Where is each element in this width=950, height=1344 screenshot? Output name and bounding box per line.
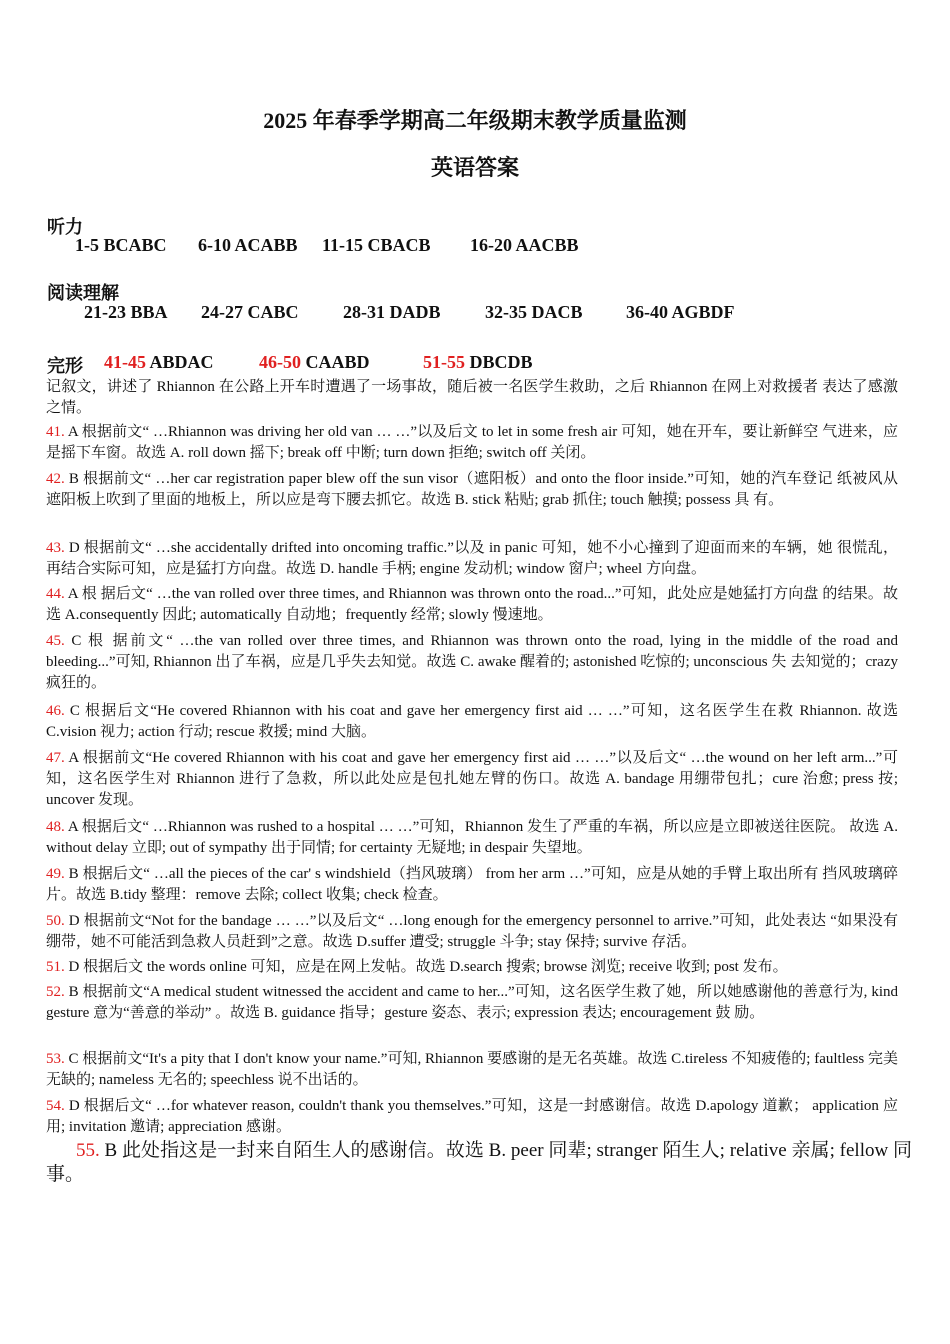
answer-group: 28-31 DADB — [343, 302, 441, 322]
answer-group: 32-35 DACB — [485, 302, 583, 322]
page-title: 2025 年春季学期高二年级期末教学质量监测 — [263, 108, 687, 133]
listening-heading: 听力 — [47, 217, 83, 237]
item-text: B 根据前文“ …her car registration paper blew off the sun visor（遮阳板）and onto the floor inside.”可知，她的汽车登记 纸被风从遮阳板上吹到了里面的地板上，所以应是弯下腰去抓它。故选 B. stick 粘贴; grab 抓住; touch 触摸; possess 具 有。 — [46, 471, 898, 508]
answer-range: 41-45 — [104, 352, 146, 372]
item-text: A 根据前文“ …Rhiannon was driving her old van … …”以及后文 to let in some fresh air 可知，她在开车，要让新鲜空 气进来，应是摇下车窗。故选 A. roll down 摇下; break off 中断; turn down 拒绝; switch off 关闭。 — [46, 424, 898, 461]
item-text: A 根据前文“He covered Rhiannon with his coat and gave her emergency first aid … …”以及后文“ …the wound on her left arm...”可知，这名医学生对 Rhiannon 进行了急救，所以此处应是包扎她左臂的伤口。故选 A. bandage 用绷带包扎；cure 治愈; press 按; uncover 发现。 — [46, 750, 898, 808]
item-text: A 根据后文“ …Rhiannon was rushed to a hospital … …”可知，Rhiannon 发生了严重的车祸，所以应是立即被送往医院。 故选 A. without delay 立即; out of sympathy 出于同情; for certainty 无疑地; in despair 失望地。 — [46, 819, 898, 856]
item-number: 41. — [46, 424, 65, 440]
explanation-44 — [46, 584, 898, 626]
explanation-55 — [46, 1139, 912, 1187]
answer-group: 21-23 BBA — [84, 302, 168, 322]
item-text: C 根据后文“He covered Rhiannon with his coat and gave her emergency first aid … …”可知，这名医学生在救 Rhiannon. 故选 C.vision 视力; action 行动; rescue 救援; mind 大脑。 — [46, 703, 898, 740]
item-number: 47. — [46, 750, 65, 766]
item-number: 42. — [46, 471, 65, 487]
item-text: B 此处指这是一封来自陌生人的感谢信。故选 B. peer 同辈; stranger 陌生人; relative 亲属; fellow 同事。 — [46, 1140, 912, 1185]
answer-letters: CAABD — [305, 352, 370, 372]
reading-heading: 阅读理解 — [47, 283, 119, 303]
answer-group: 6-10 ACABB — [198, 235, 298, 255]
explanation-50 — [46, 911, 898, 953]
item-number: 46. — [46, 703, 65, 719]
item-text: D 根据后文 the words online 可知，应是在网上发帖。故选 D.search 搜索; browse 浏览; receive 收到; post 发布。 — [64, 959, 788, 975]
explanation-47 — [46, 748, 898, 811]
item-number: 45. — [46, 633, 65, 649]
answer-range: 51-55 — [423, 352, 465, 372]
item-text: B 根据后文“ …all the pieces of the car' s windshield（挡风玻璃） from her arm …”可知，应是从她的手臂上取出所有 挡风玻璃碎片。故选 B.tidy 整理：remove 去除; collect 收集; check 检查。 — [46, 866, 898, 903]
item-number: 53. — [46, 1051, 65, 1067]
answer-group: 24-27 CABC — [201, 302, 299, 322]
explanation-51 — [46, 957, 898, 978]
explanation-52 — [46, 982, 898, 1024]
item-text: D 根据后文“ …for whatever reason, couldn't thank you themselves.”可知，这是一封感谢信。故选 D.apology 道歉； application 应用; invitation 邀请; appreciation 感谢。 — [46, 1098, 898, 1135]
answer-letters: DBCDB — [469, 352, 533, 372]
item-text: A 根 据后文“ …the van rolled over three times, and Rhiannon was thrown onto the road...”可知，此处应是她猛打方向盘 的结果。故选 A.consequently 因此; automatically 自动地；frequently 经常; slowly 慢速地。 — [46, 586, 898, 623]
answer-group: 16-20 AACBB — [470, 235, 579, 255]
explanation-46 — [46, 701, 898, 743]
item-text: D 根据前文“Not for the bandage … …”以及后文“ …long enough for the emergency personnel to arrive.”可知，此处表达 “如果没有绷带，她不可能活到急救人员赶到”之意。故选 D.suffer 遭受; struggle 斗争; stay 保持; survive 存活。 — [46, 913, 898, 950]
explanation-49 — [46, 864, 898, 906]
item-number: 43. — [46, 540, 65, 556]
item-number: 52. — [46, 984, 65, 1000]
answer-group: 11-15 CBACB — [322, 235, 431, 255]
item-text: C 根 据前文“ …the van rolled over three times, and Rhiannon was thrown onto the road, lying in the middle of the road and bleeding...”可知, Rhiannon 出了车祸，应是几乎失去知觉。故选 C. awake 醒着的; astonished 吃惊的; unconscious 失 去知觉的；crazy 疯狂的。 — [46, 633, 898, 691]
answer-group — [423, 352, 533, 373]
page-subtitle: 英语答案 — [430, 155, 519, 180]
answer-group: 1-5 BCABC — [75, 235, 167, 255]
item-number: 50. — [46, 913, 65, 929]
answer-group: 36-40 AGBDF — [626, 302, 735, 322]
explanation-41 — [46, 422, 898, 464]
item-number: 48. — [46, 819, 65, 835]
passage-summary: 记叙文，讲述了 Rhiannon 在公路上开车时遭遇了一场事故，随后被一名医学生救助，之后 Rhiannon 在网上对救援者 表达了感激之情。 — [46, 379, 898, 416]
answer-range: 46-50 — [259, 352, 301, 372]
explanation-53 — [46, 1049, 898, 1091]
item-number: 54. — [46, 1098, 65, 1114]
item-text: B 根据前文“A medical student witnessed the accident and came to her...”可知，这名医学生救了她，所以她感谢他的善意行为, kind gesture 意为“善意的举动” 。故选 B. guidance 指导；gesture 姿态、表示; expression 表达; encouragement 鼓 励。 — [46, 984, 898, 1021]
item-number: 55. — [76, 1140, 100, 1161]
item-number: 44. — [46, 586, 65, 602]
item-text: C 根据前文“It's a pity that I don't know your name.”可知, Rhiannon 要感谢的是无名英雄。故选 C.tireless 不知疲倦的; faultless 完美无缺的; nameless 无名的; speechless 说不出话的。 — [46, 1051, 898, 1088]
answer-letters: ABDAC — [149, 352, 214, 372]
cloze-heading: 完形 — [47, 356, 83, 376]
explanation-45 — [46, 631, 898, 694]
item-number: 49. — [46, 866, 65, 882]
item-text: D 根据前文“ …she accidentally drifted into oncoming traffic.”以及 in panic 可知，她不小心撞到了迎面而来的车辆，她 很慌乱，再结合实际可知，应是猛打方向盘。故选 D. handle 手柄; engine 发动机; window 窗户; wheel 方向盘。 — [46, 540, 898, 577]
answer-group — [104, 352, 214, 373]
answer-group — [259, 352, 370, 373]
explanation-54 — [46, 1096, 898, 1138]
explanation-48 — [46, 817, 898, 859]
explanation-43 — [46, 538, 898, 580]
item-number: 51. — [46, 959, 65, 975]
explanation-42 — [46, 469, 898, 511]
